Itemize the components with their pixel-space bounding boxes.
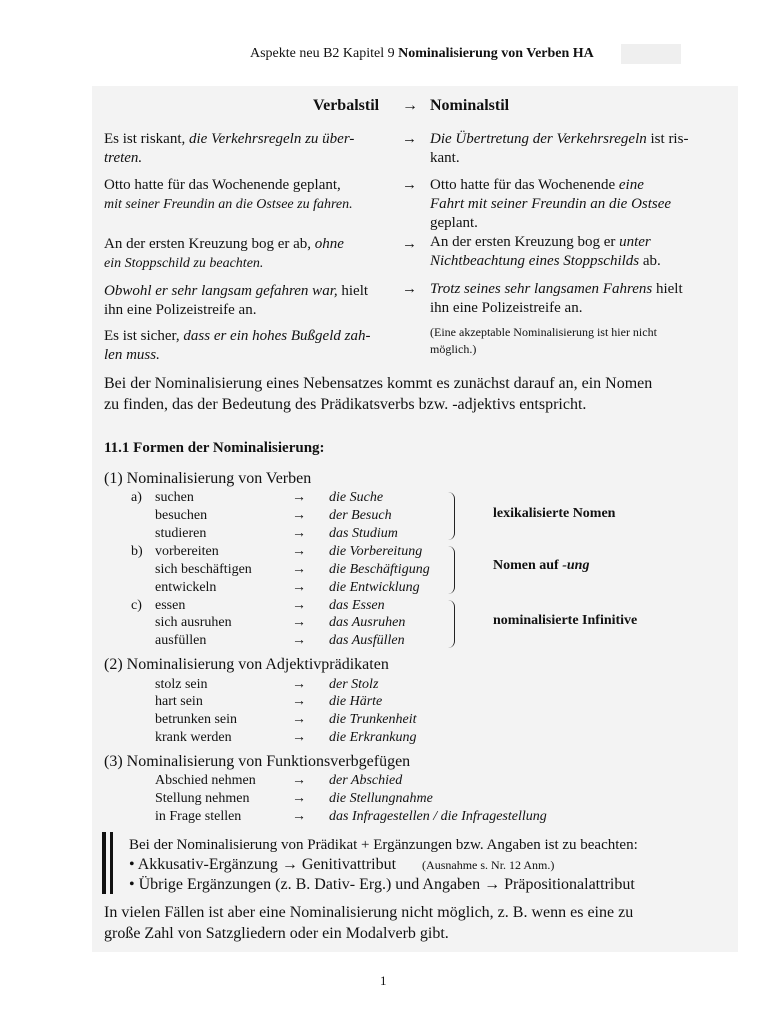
- table-row-2-left-line-2: mit seiner Freundin an die Ostsee zu fahren.: [104, 197, 353, 212]
- group-2-title: (2) Nominalisierung von Adjektivprädikaten: [104, 656, 389, 673]
- verb-item: suchen: [155, 490, 194, 505]
- table-row-4-left-line-1: Obwohl er sehr langsam gefahren war, hielt: [104, 283, 369, 299]
- intro-line-2: zu finden, das der Bedeutung des Prädikatsverbs bzw. -adjektivs entspricht.: [104, 396, 587, 413]
- noun-item: die Suche: [329, 490, 384, 505]
- table-row-5-right-line-1: (Eine akzeptable Nominalisierung ist hier nicht: [430, 325, 657, 339]
- table-row-1-right-line-2: kant.: [430, 150, 460, 166]
- arrow: →: [292, 615, 306, 630]
- noun-item: die Erkrankung: [329, 730, 417, 745]
- group-1-title: (1) Nominalisierung von Verben: [104, 470, 312, 487]
- table-row-4-right-line-1: Trotz seines sehr langsamen Fahrens hielt: [430, 281, 683, 297]
- header-title: Nominalisierung von Verben HA: [398, 46, 594, 61]
- arrow: →: [292, 677, 306, 692]
- verb-item: essen: [155, 598, 186, 613]
- arrow: →: [292, 791, 306, 806]
- noun-item: die Trunkenheit: [329, 712, 417, 727]
- verb-item: ausfüllen: [155, 633, 207, 648]
- brace: [448, 600, 455, 648]
- table-row-2-right-line-1: Otto hatte für das Wochenende eine: [430, 177, 644, 193]
- table-row-5-left-line-2: len muss.: [104, 347, 160, 363]
- table-row-4-left-line-2: ihn eine Polizeistreife an.: [104, 302, 257, 318]
- table-head-right: Nominalstil: [430, 97, 510, 114]
- arrow: →: [292, 580, 306, 595]
- verb-item: sich beschäftigen: [155, 562, 252, 577]
- verb-item: vorbereiten: [155, 544, 219, 559]
- subgroup-a-letter: a): [131, 490, 142, 505]
- noun-item: das Infragestellen / die Infragestellung: [329, 809, 547, 824]
- arrow: →: [292, 562, 306, 577]
- table-head-arrow: →: [402, 97, 418, 114]
- verb-item: stolz sein: [155, 677, 208, 692]
- verb-item: besuchen: [155, 508, 208, 523]
- arrow: →: [292, 598, 306, 613]
- noun-item: das Essen: [329, 598, 385, 613]
- arrow: →: [292, 730, 306, 745]
- noun-item: die Härte: [329, 694, 383, 709]
- arrow: →: [292, 712, 306, 727]
- table-row-1-right-line-1: Die Übertretung der Verkehrsregeln ist ris-: [430, 131, 689, 147]
- table-head-left: Verbalstil: [313, 97, 380, 114]
- note-bar-left: [102, 832, 106, 894]
- table-row-3-left-line-2: ein Stoppschild zu beachten.: [104, 256, 264, 271]
- noun-item: das Ausruhen: [329, 615, 406, 630]
- verb-item: in Frage stellen: [155, 809, 242, 824]
- table-row-5-right-line-2: möglich.): [430, 342, 477, 356]
- table-row-4-right-line-2: ihn eine Polizeistreife an.: [430, 300, 583, 316]
- closing-line-1: In vielen Fällen ist aber eine Nominalisierung nicht möglich, z. B. wenn es eine zu: [104, 904, 634, 921]
- subgroup-a-label: lexikalisierte Nomen: [493, 506, 616, 521]
- table-row-1-left-line-1: Es ist riskant, die Verkehrsregeln zu über-: [104, 131, 355, 147]
- verb-item: krank werden: [155, 730, 232, 745]
- note-bullet-2: • Übrige Ergänzungen (z. B. Dativ- Erg.) und Angaben → Präpositionalattribut: [129, 876, 635, 893]
- header-redaction-box: [621, 44, 681, 64]
- noun-item: der Stolz: [329, 677, 379, 692]
- brace: [448, 492, 455, 540]
- verb-item: Abschied nehmen: [155, 773, 256, 788]
- noun-item: die Beschäftigung: [329, 562, 430, 577]
- group-3-title: (3) Nominalisierung von Funktionsverbgefügen: [104, 753, 411, 770]
- page-number: 1: [380, 973, 387, 988]
- verb-item: Stellung nehmen: [155, 791, 250, 806]
- arrow: →: [292, 508, 306, 523]
- verb-item: studieren: [155, 526, 207, 541]
- arrow: →: [292, 544, 306, 559]
- subgroup-b-label: Nomen auf -ung: [493, 558, 590, 573]
- note-bullet-1: • Akkusativ-Ergänzung → Genitivattribut (Ausnahme s. Nr. 12 Anm.): [129, 856, 555, 873]
- table-row-5-left-line-1: Es ist sicher, dass er ein hohes Bußgeld zah-: [104, 328, 371, 344]
- noun-item: das Studium: [329, 526, 398, 541]
- arrow: →: [292, 526, 306, 541]
- table-row-2-left-line-1: Otto hatte für das Wochenende geplant,: [104, 177, 341, 193]
- noun-item: die Vorbereitung: [329, 544, 423, 559]
- verb-item: betrunken sein: [155, 712, 238, 727]
- table-row-2-right-line-2: Fahrt mit seiner Freundin an die Ostsee: [430, 196, 672, 212]
- note-line-1: Bei der Nominalisierung von Prädikat + Ergänzungen bzw. Angaben ist zu beachten:: [129, 837, 638, 853]
- note-bar-right: [110, 832, 113, 894]
- noun-item: die Stellungnahme: [329, 791, 433, 806]
- header-prefix: Aspekte neu B2 Kapitel 9: [250, 46, 399, 61]
- noun-item: das Ausfüllen: [329, 633, 405, 648]
- intro-line-1: Bei der Nominalisierung eines Nebensatzes kommt es zunächst darauf an, ein Nomen: [104, 375, 653, 392]
- brace: [448, 546, 455, 594]
- arrow: →: [402, 177, 417, 193]
- arrow: →: [292, 694, 306, 709]
- arrow: →: [402, 131, 417, 147]
- arrow: →: [292, 490, 306, 505]
- table-row-3-left-line-1: An der ersten Kreuzung bog er ab, ohne: [104, 236, 344, 252]
- arrow: →: [402, 236, 417, 252]
- arrow: →: [292, 633, 306, 648]
- arrow: →: [402, 281, 417, 297]
- arrow: →: [292, 809, 306, 824]
- verb-item: sich ausruhen: [155, 615, 232, 630]
- table-row-2-right-line-3: geplant.: [430, 215, 478, 231]
- subgroup-c-label: nominalisierte Infinitive: [493, 613, 638, 628]
- subgroup-b-letter: b): [131, 544, 143, 559]
- table-row-3-right-line-2: Nichtbeachtung eines Stoppschilds ab.: [430, 253, 661, 269]
- verb-item: hart sein: [155, 694, 203, 709]
- table-row-3-right-line-1: An der ersten Kreuzung bog er unter: [430, 234, 651, 250]
- page-header: [250, 46, 594, 62]
- section-title: 11.1 Formen der Nominalisierung:: [104, 440, 325, 456]
- noun-item: der Besuch: [329, 508, 392, 523]
- subgroup-c-letter: c): [131, 598, 142, 613]
- verb-item: entwickeln: [155, 580, 217, 595]
- closing-line-2: große Zahl von Satzgliedern oder ein Modalverb gibt.: [104, 925, 449, 942]
- table-row-1-left-line-2: treten.: [104, 150, 143, 166]
- arrow: →: [292, 773, 306, 788]
- noun-item: die Entwicklung: [329, 580, 420, 595]
- noun-item: der Abschied: [329, 773, 403, 788]
